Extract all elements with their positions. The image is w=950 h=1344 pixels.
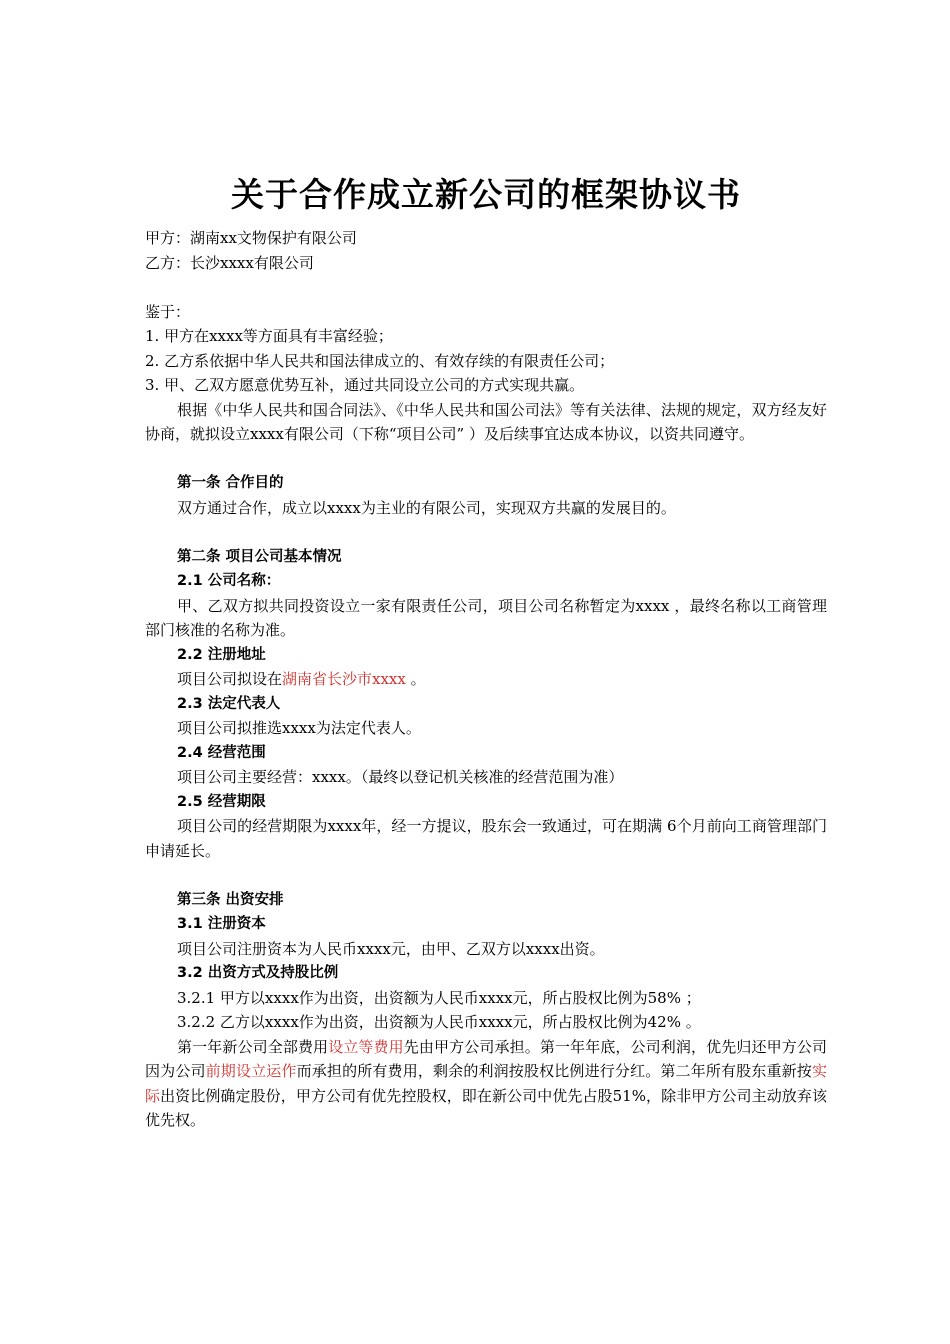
- profit-text-2: 先由甲方公司承担。第一年年底，公司利润，优先归还甲方公司因为公司: [145, 1037, 827, 1080]
- section-2-2-text: [145, 667, 827, 692]
- profit-text-4: 出资比例确定股份，甲方公司有优先控股权，即在新公司中优先占股51%，除非甲方公司主动放弃该优先权。: [145, 1086, 827, 1129]
- section-3-1-heading: 3.1 注册资本: [177, 916, 266, 932]
- section-2-4-heading: 2.4 经营范围: [177, 744, 266, 761]
- profit-highlight-1: 设立等费用: [328, 1037, 404, 1056]
- party-b: 乙方：长沙xxxx有限公司: [145, 253, 314, 272]
- profit-text-1: 第一年新公司全部费用: [177, 1037, 329, 1056]
- section-2-5-text: 项目公司的经营期限为xxxx年，经一方提议，股东会一致通过，可在期满 6个月前向工商管理部门申请延长。: [145, 817, 827, 860]
- spacer: [145, 447, 827, 472]
- profit-highlight-2: 前期设立运作: [205, 1062, 297, 1080]
- spacer: [145, 863, 827, 888]
- section-3-2-2: 3.2.2 乙方以xxxx作为出资，出资额为人民币xxxx元，所占股权比例为42% 。: [177, 1013, 701, 1031]
- spacer: [145, 520, 827, 545]
- profit-text-3: 而承担的所有费用，剩余的利润按股权比例进行分红。第二年所有股东重新按: [296, 1062, 812, 1080]
- party-a: 甲方：湖南xx文物保护有限公司: [145, 229, 357, 247]
- section-2-1-heading: 2.1 公司名称：: [177, 573, 281, 589]
- article1-text: 双方通过合作，成立以xxxx为主业的有限公司，实现双方共赢的发展目的。: [177, 498, 676, 517]
- spacer: [145, 275, 827, 300]
- article1-heading: 第一条 合作目的: [177, 475, 284, 491]
- section-3-2-1: 3.2.1 甲方以xxxx作为出资，出资额为人民币xxxx元，所占股权比例为58% ；: [177, 988, 701, 1007]
- address-suffix: 。: [405, 670, 426, 688]
- section-3-1-text: 项目公司注册资本为人民币xxxx元，由甲、乙双方以xxxx出资。: [177, 939, 605, 958]
- document-page: [145, 170, 827, 1133]
- document-title: 关于合作成立新公司的框架协议书: [231, 175, 741, 214]
- article3-heading: 第三条 出资安排: [177, 891, 284, 908]
- article2-heading: 第二条 项目公司基本情况: [177, 548, 342, 565]
- address-highlight: 湖南省长沙市xxxx: [282, 670, 406, 688]
- section-2-2-heading: 2.2 注册地址: [177, 646, 266, 663]
- whereas-item-2: 2. 乙方系依据中华人民共和国法律成立的、有效存续的有限责任公司；: [145, 351, 615, 370]
- profit-paragraph: [145, 1035, 827, 1133]
- section-2-3-text: 项目公司拟推选xxxx为法定代表人。: [177, 719, 421, 737]
- whereas-label: 鉴于：: [145, 302, 191, 321]
- intro-paragraph: 根据《中华人民共和国合同法》、《中华人民共和国公司法》等有关法律、法规的规定，双方经友好协商，就拟设立xxxx有限公司（下称“项目公司” ）及后续事宜达成本协议，以资共同遵守。: [145, 400, 827, 443]
- profit-highlight-3: 实际: [145, 1062, 827, 1105]
- section-3-2-heading: 3.2 出资方式及持股比例: [177, 965, 339, 981]
- address-prefix: 项目公司拟设在: [177, 670, 283, 688]
- section-2-1-text: 甲、乙双方拟共同投资设立一家有限责任公司，项目公司名称暂定为xxxx ，最终名称以工商管理部门核准的名称为准。: [145, 596, 827, 639]
- whereas-item-1: 1. 甲方在xxxx等方面具有丰富经验；: [145, 327, 393, 345]
- section-2-5-heading: 2.5 经营期限: [177, 793, 266, 810]
- section-2-3-heading: 2.3 法定代表人: [177, 695, 281, 712]
- section-2-4-text: 项目公司主要经营：xxxx。（最终以登记机关核准的经营范围为准）: [177, 768, 624, 786]
- whereas-item-3: 3. 甲、乙双方愿意优势互补，通过共同设立公司的方式实现共赢。: [145, 376, 585, 394]
